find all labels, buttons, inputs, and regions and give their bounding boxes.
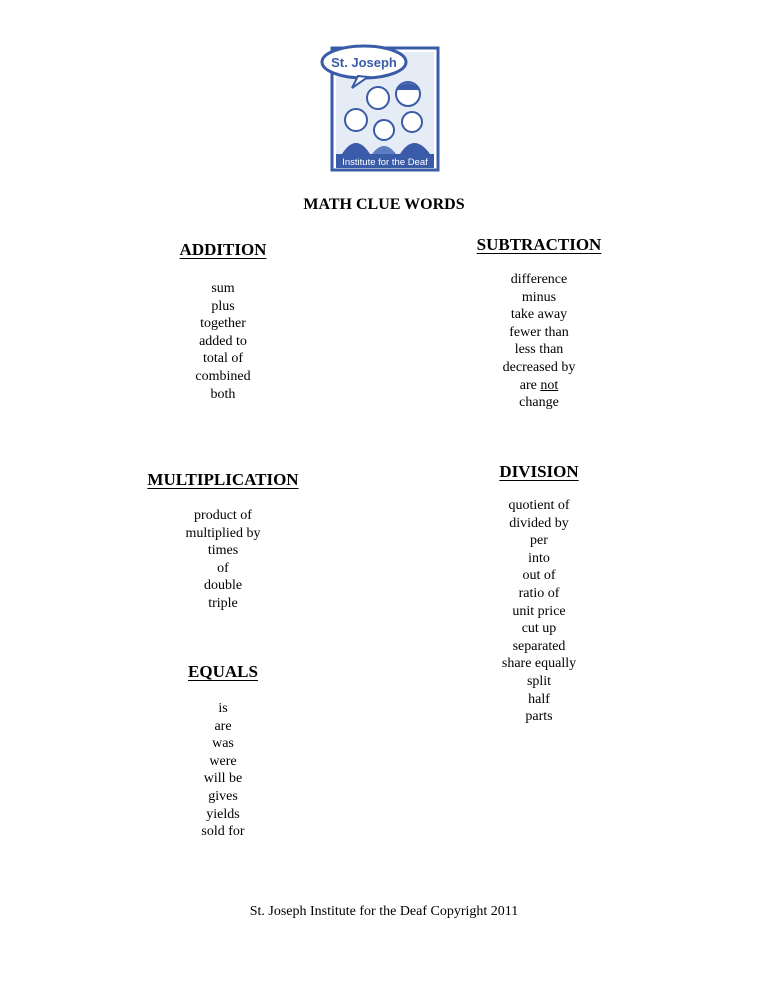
list-item: difference [510, 272, 568, 287]
multiplication-section [133, 470, 313, 613]
addition-list [133, 280, 313, 403]
list-item: added to [199, 333, 247, 349]
equals-heading: EQUALS [188, 662, 258, 681]
list-item-text: are [519, 377, 537, 393]
list-item: parts [525, 709, 553, 725]
list-item: cut up [521, 621, 557, 637]
list-item: per [530, 533, 548, 549]
equals-list [133, 700, 313, 841]
list-item: fewer than [509, 324, 569, 340]
list-item: out of [522, 568, 556, 584]
list-item: change [519, 395, 559, 411]
addition-section [133, 240, 313, 403]
list-item: into [528, 550, 550, 566]
list-item: total of [202, 351, 244, 367]
list-item: double [203, 578, 243, 594]
list-item: triple [208, 595, 238, 611]
list-item: half [528, 691, 550, 707]
list-item [449, 377, 629, 395]
list-item: divided by [509, 515, 569, 531]
list-item: minus [521, 289, 557, 305]
svg-text:Institute for the Deaf: Institute for the Deaf [342, 157, 428, 168]
list-item: split [526, 673, 552, 689]
list-item: take away [510, 307, 568, 323]
list-item: was [212, 736, 234, 752]
division-list [449, 497, 629, 726]
copyright-footer: St. Joseph Institute for the Deaf Copyright 2011 [249, 904, 519, 919]
list-item: both [210, 386, 236, 402]
list-item: are [214, 718, 232, 734]
st-joseph-logo [318, 40, 442, 172]
list-item: plus [211, 298, 235, 314]
list-item: were [209, 753, 237, 769]
list-item: quotient of [508, 498, 570, 513]
page-title: MATH CLUE WORDS [303, 196, 465, 213]
subtraction-list [449, 271, 629, 412]
multiplication-heading: MULTIPLICATION [147, 470, 299, 489]
list-item: share equally [501, 656, 577, 672]
svg-text:St. Joseph: St. Joseph [331, 55, 397, 70]
list-item: less than [514, 342, 564, 358]
division-heading: DIVISION [499, 462, 579, 481]
list-item: times [207, 543, 239, 559]
list-item: decreased by [502, 359, 576, 375]
subtraction-heading: SUBTRACTION [476, 235, 602, 254]
list-item: together [200, 316, 246, 332]
list-item: will be [203, 771, 243, 787]
multiplication-list [133, 507, 313, 613]
subtraction-section [449, 235, 629, 412]
list-item: multiplied by [185, 525, 261, 541]
addition-heading: ADDITION [179, 240, 267, 259]
list-item: of [217, 560, 229, 576]
underlined-word: not [540, 377, 559, 393]
list-item: sold for [201, 824, 245, 840]
list-item: separated [512, 638, 566, 654]
list-item: gives [208, 788, 238, 804]
list-item: is [218, 701, 228, 716]
list-item: ratio of [518, 585, 560, 601]
list-item: sum [211, 281, 235, 296]
list-item: yields [206, 806, 240, 822]
list-item: combined [195, 368, 251, 384]
equals-section [133, 662, 313, 841]
list-item: unit price [512, 603, 566, 619]
division-section [449, 462, 629, 726]
list-item: product of [194, 508, 252, 523]
